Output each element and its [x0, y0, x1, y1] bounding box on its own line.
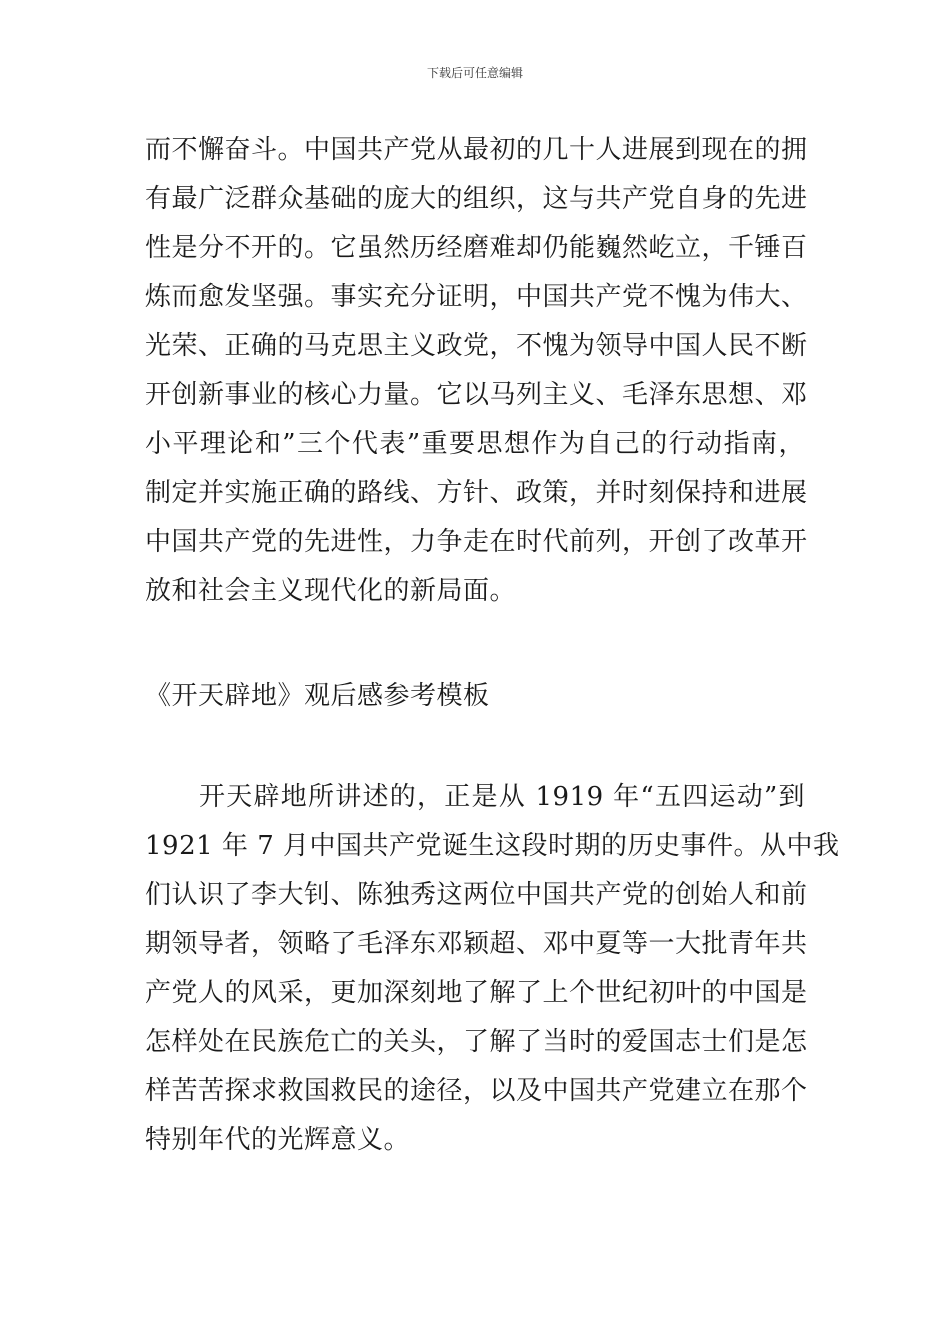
paragraph-line: 光荣、正确的马克思主义政党，不愧为领导中国人民不断 — [145, 331, 808, 361]
paragraph-line: 中国共产党的先进性，力争走在时代前列，开创了改革开 — [145, 527, 808, 557]
paragraph-line: 产党人的风采，更加深刻地了解了上个世纪初叶的中国是 — [145, 978, 808, 1008]
paragraph-line: 有最广泛群众基础的庞大的组织，这与共产党自身的先进 — [145, 184, 808, 214]
paragraph-2 — [145, 773, 840, 1165]
paragraph-line: 们认识了李大钊、陈独秀这两位中国共产党的创始人和前 — [145, 880, 808, 910]
paragraph-line: 特别年代的光辉意义。 — [145, 1125, 411, 1155]
paragraph-line: 怎样处在民族危亡的关头，了解了当时的爱国志士们是怎 — [145, 1027, 808, 1057]
section-title-block — [145, 672, 805, 721]
paragraph-line: 样苦苦探求救国救民的途径，以及中国共产党建立在那个 — [145, 1076, 808, 1106]
paragraph-line: 放和社会主义现代化的新局面。 — [145, 576, 517, 606]
paragraph-1 — [145, 126, 808, 616]
paragraph-line: 小平理论和”三个代表”重要思想作为自己的行动指南， — [145, 429, 805, 459]
section-title: 《开天辟地》观后感参考模板 — [145, 681, 490, 711]
paragraph-line: 性是分不开的。它虽然历经磨难却仍能巍然屹立，千锤百 — [145, 233, 808, 263]
paragraph-line: 1921 年 7 月中国共产党诞生这段时期的历史事件。从中我 — [145, 831, 840, 861]
paragraph-line: 开创新事业的核心力量。它以马列主义、毛泽东思想、邓 — [145, 380, 808, 410]
page-header: 下载后可任意编辑 — [426, 66, 523, 80]
paragraph-line: 开天辟地所讲述的，正是从 1919 年“五四运动”到 — [199, 782, 805, 812]
paragraph-line: 而不懈奋斗。中国共产党从最初的几十人进展到现在的拥 — [145, 135, 808, 165]
paragraph-line: 期领导者，领略了毛泽东邓颖超、邓中夏等一大批青年共 — [145, 929, 808, 959]
paragraph-line: 制定并实施正确的路线、方针、政策，并时刻保持和进展 — [145, 478, 808, 508]
paragraph-line: 炼而愈发坚强。事实充分证明，中国共产党不愧为伟大、 — [145, 282, 808, 312]
